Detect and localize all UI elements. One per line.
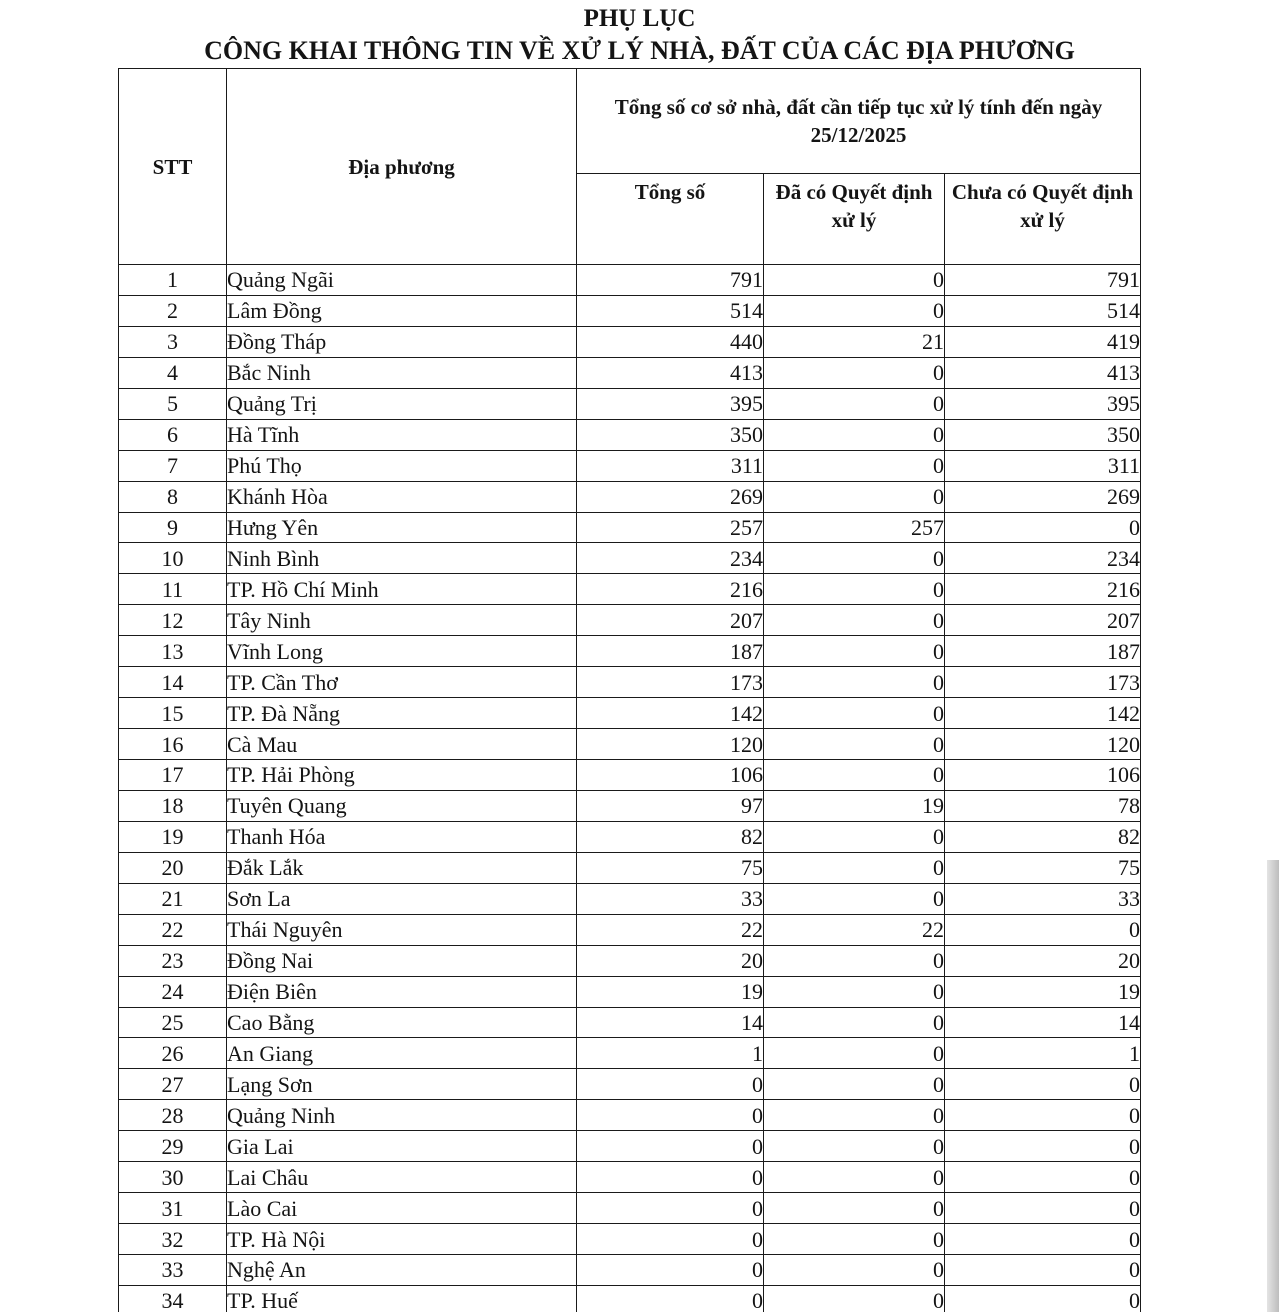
table-row <box>119 636 1141 667</box>
row-stt: 30 <box>119 1162 227 1193</box>
row-undecided: 20 <box>945 945 1141 976</box>
table-row <box>119 1193 1141 1224</box>
row-locality: Đồng Tháp <box>227 326 577 357</box>
row-stt: 31 <box>119 1193 227 1224</box>
table-row <box>119 821 1141 852</box>
row-locality: An Giang <box>227 1038 577 1069</box>
row-locality: TP. Hà Nội <box>227 1224 577 1255</box>
row-total: 514 <box>577 295 764 326</box>
row-decided: 0 <box>764 419 945 450</box>
row-locality: TP. Huế <box>227 1285 577 1312</box>
row-stt: 28 <box>119 1100 227 1131</box>
row-total: 0 <box>577 1131 764 1162</box>
row-locality: Đồng Nai <box>227 945 577 976</box>
row-stt: 13 <box>119 636 227 667</box>
row-total: 142 <box>577 698 764 729</box>
row-decided: 0 <box>764 450 945 481</box>
row-locality: TP. Đà Nẵng <box>227 698 577 729</box>
row-total: 395 <box>577 388 764 419</box>
row-stt: 8 <box>119 481 227 512</box>
row-locality: Lào Cai <box>227 1193 577 1224</box>
row-total: 0 <box>577 1069 764 1100</box>
row-undecided: 0 <box>945 1193 1141 1224</box>
table-row <box>119 357 1141 388</box>
row-total: 19 <box>577 976 764 1007</box>
header-undecided: Chưa có Quyết định xử lý <box>945 174 1141 265</box>
row-decided: 19 <box>764 790 945 821</box>
row-locality: Phú Thọ <box>227 450 577 481</box>
row-decided: 22 <box>764 914 945 945</box>
row-locality: Cà Mau <box>227 729 577 760</box>
row-undecided: 269 <box>945 481 1141 512</box>
row-total: 0 <box>577 1285 764 1312</box>
row-stt: 6 <box>119 419 227 450</box>
header-decided: Đã có Quyết định xử lý <box>764 174 945 265</box>
row-undecided: 0 <box>945 1100 1141 1131</box>
row-undecided: 514 <box>945 295 1141 326</box>
row-locality: Cao Bằng <box>227 1007 577 1038</box>
row-decided: 0 <box>764 543 945 574</box>
table-row <box>119 883 1141 914</box>
row-stt: 1 <box>119 265 227 296</box>
row-stt: 26 <box>119 1038 227 1069</box>
row-stt: 29 <box>119 1131 227 1162</box>
row-decided: 0 <box>764 357 945 388</box>
document-title: PHỤ LỤC <box>583 5 696 32</box>
row-stt: 20 <box>119 852 227 883</box>
row-decided: 0 <box>764 295 945 326</box>
row-stt: 9 <box>119 512 227 543</box>
row-locality: Gia Lai <box>227 1131 577 1162</box>
row-stt: 4 <box>119 357 227 388</box>
table-row <box>119 1069 1141 1100</box>
row-stt: 33 <box>119 1255 227 1286</box>
row-undecided: 33 <box>945 883 1141 914</box>
row-decided: 0 <box>764 821 945 852</box>
row-locality: TP. Cần Thơ <box>227 667 577 698</box>
row-locality: Vĩnh Long <box>227 636 577 667</box>
row-locality: Đắk Lắk <box>227 852 577 883</box>
row-stt: 19 <box>119 821 227 852</box>
row-stt: 11 <box>119 574 227 605</box>
table-row <box>119 419 1141 450</box>
row-undecided: 311 <box>945 450 1141 481</box>
row-undecided: 19 <box>945 976 1141 1007</box>
row-decided: 257 <box>764 512 945 543</box>
row-undecided: 0 <box>945 914 1141 945</box>
row-decided: 21 <box>764 326 945 357</box>
row-locality: Sơn La <box>227 883 577 914</box>
table-row <box>119 1100 1141 1131</box>
row-locality: Quảng Ngãi <box>227 265 577 296</box>
row-stt: 7 <box>119 450 227 481</box>
row-decided: 0 <box>764 265 945 296</box>
row-total: 269 <box>577 481 764 512</box>
table-row <box>119 667 1141 698</box>
row-stt: 27 <box>119 1069 227 1100</box>
row-locality: Quảng Trị <box>227 388 577 419</box>
locality-table <box>118 68 1141 1312</box>
table-row <box>119 852 1141 883</box>
row-undecided: 1 <box>945 1038 1141 1069</box>
row-total: 440 <box>577 326 764 357</box>
header-stt: STT <box>119 69 227 265</box>
row-total: 82 <box>577 821 764 852</box>
row-total: 216 <box>577 574 764 605</box>
row-undecided: 0 <box>945 1255 1141 1286</box>
row-decided: 0 <box>764 1038 945 1069</box>
row-stt: 15 <box>119 698 227 729</box>
row-locality: Lâm Đồng <box>227 295 577 326</box>
table-row <box>119 698 1141 729</box>
row-decided: 0 <box>764 1007 945 1038</box>
row-locality: Hà Tĩnh <box>227 419 577 450</box>
row-undecided: 207 <box>945 605 1141 636</box>
row-total: 257 <box>577 512 764 543</box>
row-total: 791 <box>577 265 764 296</box>
row-undecided: 395 <box>945 388 1141 419</box>
row-decided: 0 <box>764 883 945 914</box>
row-undecided: 0 <box>945 1069 1141 1100</box>
header-group: Tổng số cơ sở nhà, đất cần tiếp tục xử lý tính đến ngày 25/12/2025 <box>577 69 1141 174</box>
row-decided: 0 <box>764 1162 945 1193</box>
row-total: 311 <box>577 450 764 481</box>
row-stt: 2 <box>119 295 227 326</box>
table-row <box>119 976 1141 1007</box>
row-decided: 0 <box>764 852 945 883</box>
table-row <box>119 790 1141 821</box>
row-undecided: 0 <box>945 1285 1141 1312</box>
row-undecided: 106 <box>945 760 1141 791</box>
row-stt: 25 <box>119 1007 227 1038</box>
table-row <box>119 1162 1141 1193</box>
page-edge-shadow <box>1267 860 1279 1312</box>
row-decided: 0 <box>764 481 945 512</box>
row-total: 0 <box>577 1255 764 1286</box>
row-locality: Hưng Yên <box>227 512 577 543</box>
row-undecided: 78 <box>945 790 1141 821</box>
row-decided: 0 <box>764 1285 945 1312</box>
row-stt: 22 <box>119 914 227 945</box>
row-decided: 0 <box>764 1100 945 1131</box>
row-total: 120 <box>577 729 764 760</box>
row-locality: Lai Châu <box>227 1162 577 1193</box>
table-row <box>119 574 1141 605</box>
row-stt: 10 <box>119 543 227 574</box>
row-locality: Ninh Bình <box>227 543 577 574</box>
row-locality: Tuyên Quang <box>227 790 577 821</box>
table-row <box>119 1007 1141 1038</box>
row-undecided: 0 <box>945 1131 1141 1162</box>
row-total: 0 <box>577 1224 764 1255</box>
row-decided: 0 <box>764 1069 945 1100</box>
row-undecided: 234 <box>945 543 1141 574</box>
row-decided: 0 <box>764 945 945 976</box>
row-undecided: 0 <box>945 1162 1141 1193</box>
table-row <box>119 945 1141 976</box>
table-row <box>119 760 1141 791</box>
row-decided: 0 <box>764 976 945 1007</box>
row-total: 0 <box>577 1162 764 1193</box>
row-undecided: 0 <box>945 512 1141 543</box>
row-stt: 21 <box>119 883 227 914</box>
row-total: 234 <box>577 543 764 574</box>
row-decided: 0 <box>764 729 945 760</box>
header-total: Tổng số <box>577 174 764 265</box>
row-total: 14 <box>577 1007 764 1038</box>
row-stt: 18 <box>119 790 227 821</box>
row-total: 22 <box>577 914 764 945</box>
row-total: 33 <box>577 883 764 914</box>
row-locality: Khánh Hòa <box>227 481 577 512</box>
row-undecided: 82 <box>945 821 1141 852</box>
table-row <box>119 295 1141 326</box>
table-header-row <box>119 69 1141 174</box>
row-undecided: 75 <box>945 852 1141 883</box>
table-row <box>119 729 1141 760</box>
table-body <box>119 265 1141 1312</box>
row-locality: Bắc Ninh <box>227 357 577 388</box>
row-decided: 0 <box>764 760 945 791</box>
row-locality: Điện Biên <box>227 976 577 1007</box>
table-row <box>119 512 1141 543</box>
row-decided: 0 <box>764 636 945 667</box>
table-row <box>119 1131 1141 1162</box>
row-stt: 17 <box>119 760 227 791</box>
row-undecided: 791 <box>945 265 1141 296</box>
row-total: 173 <box>577 667 764 698</box>
row-stt: 3 <box>119 326 227 357</box>
row-decided: 0 <box>764 1255 945 1286</box>
row-decided: 0 <box>764 574 945 605</box>
row-undecided: 0 <box>945 1224 1141 1255</box>
table-row <box>119 326 1141 357</box>
row-stt: 34 <box>119 1285 227 1312</box>
row-stt: 12 <box>119 605 227 636</box>
row-total: 413 <box>577 357 764 388</box>
row-total: 0 <box>577 1193 764 1224</box>
row-stt: 16 <box>119 729 227 760</box>
row-locality: Lạng Sơn <box>227 1069 577 1100</box>
table-row <box>119 543 1141 574</box>
row-undecided: 350 <box>945 419 1141 450</box>
row-total: 20 <box>577 945 764 976</box>
row-stt: 14 <box>119 667 227 698</box>
row-decided: 0 <box>764 1131 945 1162</box>
table-row <box>119 450 1141 481</box>
row-undecided: 120 <box>945 729 1141 760</box>
row-total: 75 <box>577 852 764 883</box>
table-row <box>119 1224 1141 1255</box>
row-locality: Thanh Hóa <box>227 821 577 852</box>
table-row <box>119 388 1141 419</box>
row-decided: 0 <box>764 1224 945 1255</box>
row-stt: 23 <box>119 945 227 976</box>
row-locality: TP. Hải Phòng <box>227 760 577 791</box>
row-decided: 0 <box>764 605 945 636</box>
table-row <box>119 605 1141 636</box>
row-decided: 0 <box>764 1193 945 1224</box>
row-undecided: 14 <box>945 1007 1141 1038</box>
row-total: 350 <box>577 419 764 450</box>
row-total: 97 <box>577 790 764 821</box>
table-row <box>119 481 1141 512</box>
document-subtitle: CÔNG KHAI THÔNG TIN VỀ XỬ LÝ NHÀ, ĐẤT CỦA CÁC ĐỊA PHƯƠNG <box>204 36 1075 65</box>
row-total: 106 <box>577 760 764 791</box>
row-decided: 0 <box>764 698 945 729</box>
row-undecided: 173 <box>945 667 1141 698</box>
table-row <box>119 1255 1141 1286</box>
row-undecided: 216 <box>945 574 1141 605</box>
row-undecided: 187 <box>945 636 1141 667</box>
row-total: 207 <box>577 605 764 636</box>
row-undecided: 419 <box>945 326 1141 357</box>
row-locality: Quảng Ninh <box>227 1100 577 1131</box>
row-locality: Thái Nguyên <box>227 914 577 945</box>
row-locality: Tây Ninh <box>227 605 577 636</box>
row-locality: TP. Hồ Chí Minh <box>227 574 577 605</box>
table-row <box>119 1038 1141 1069</box>
row-stt: 24 <box>119 976 227 1007</box>
row-stt: 5 <box>119 388 227 419</box>
row-decided: 0 <box>764 388 945 419</box>
header-locality: Địa phương <box>227 69 577 265</box>
row-stt: 32 <box>119 1224 227 1255</box>
row-undecided: 142 <box>945 698 1141 729</box>
row-undecided: 413 <box>945 357 1141 388</box>
row-decided: 0 <box>764 667 945 698</box>
row-locality: Nghệ An <box>227 1255 577 1286</box>
table-row <box>119 914 1141 945</box>
row-total: 1 <box>577 1038 764 1069</box>
table-row <box>119 1285 1141 1312</box>
table-row <box>119 265 1141 296</box>
row-total: 187 <box>577 636 764 667</box>
row-total: 0 <box>577 1100 764 1131</box>
